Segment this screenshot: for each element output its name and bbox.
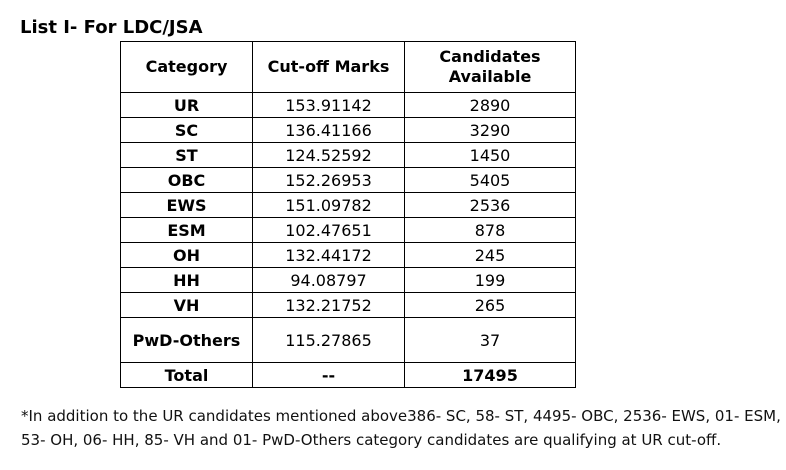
row-category: SC — [121, 118, 253, 143]
total-label: Total — [121, 363, 253, 388]
cutoff-table — [120, 41, 576, 388]
row-candidates: 199 — [405, 268, 576, 293]
table-row — [121, 243, 576, 268]
table-row — [121, 218, 576, 243]
row-category: UR — [121, 93, 253, 118]
row-cutoff: 136.41166 — [253, 118, 405, 143]
header-candidates-available: Candidates Available — [405, 42, 576, 93]
table-total-row — [121, 363, 576, 388]
table-row — [121, 268, 576, 293]
table-row — [121, 193, 576, 218]
row-candidates: 265 — [405, 293, 576, 318]
row-candidates: 37 — [405, 318, 576, 363]
page-title: List I- For LDC/JSA — [20, 17, 203, 38]
row-cutoff: 102.47651 — [253, 218, 405, 243]
row-category: PwD-Others — [121, 318, 253, 363]
row-category: EWS — [121, 193, 253, 218]
row-candidates: 245 — [405, 243, 576, 268]
row-candidates: 3290 — [405, 118, 576, 143]
row-cutoff: 151.09782 — [253, 193, 405, 218]
total-candidates: 17495 — [405, 363, 576, 388]
total-cutoff: -- — [253, 363, 405, 388]
row-candidates: 2536 — [405, 193, 576, 218]
row-category: OBC — [121, 168, 253, 193]
row-cutoff: 132.21752 — [253, 293, 405, 318]
table-row — [121, 168, 576, 193]
row-cutoff: 94.08797 — [253, 268, 405, 293]
row-category: ST — [121, 143, 253, 168]
table-row — [121, 318, 576, 363]
table-header-row — [121, 42, 576, 93]
footnote: *In addition to the UR candidates mentioned above386- SC, 58- ST, 4495- OBC, 2536- EWS, 01- ESM, 53- OH, 06- HH, 85- VH and 01- PwD-Others category candidates are qualifying at UR cut-off. — [21, 407, 781, 449]
table-row — [121, 93, 576, 118]
row-cutoff: 124.52592 — [253, 143, 405, 168]
row-candidates: 1450 — [405, 143, 576, 168]
header-cutoff-marks: Cut-off Marks — [253, 42, 405, 93]
table-row — [121, 293, 576, 318]
row-candidates: 5405 — [405, 168, 576, 193]
row-category: OH — [121, 243, 253, 268]
row-cutoff: 132.44172 — [253, 243, 405, 268]
row-candidates: 878 — [405, 218, 576, 243]
row-category: ESM — [121, 218, 253, 243]
header-category: Category — [121, 42, 253, 93]
table-row — [121, 143, 576, 168]
row-cutoff: 115.27865 — [253, 318, 405, 363]
row-cutoff: 153.91142 — [253, 93, 405, 118]
row-cutoff: 152.26953 — [253, 168, 405, 193]
row-category: VH — [121, 293, 253, 318]
table-row — [121, 118, 576, 143]
row-candidates: 2890 — [405, 93, 576, 118]
row-category: HH — [121, 268, 253, 293]
